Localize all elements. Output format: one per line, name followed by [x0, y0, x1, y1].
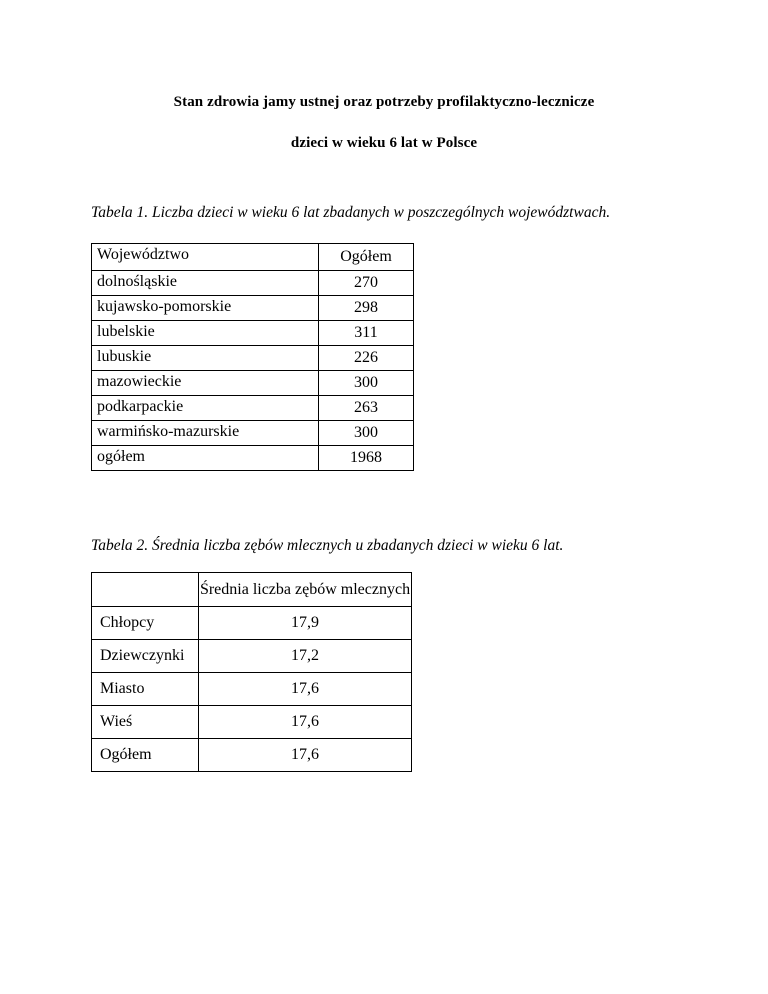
- table-row-total: [92, 739, 412, 772]
- table-cell-value: 17,6: [199, 673, 412, 706]
- table-milk-teeth: [91, 572, 412, 772]
- table1-caption: Tabela 1. Liczba dzieci w wieku 6 lat zbadanych w poszczególnych województwach.: [91, 204, 611, 221]
- table2-caption: Tabela 2. Średnia liczba zębów mlecznych u zbadanych dzieci w wieku 6 lat.: [91, 537, 564, 554]
- table-cell-label: Dziewczynki: [92, 640, 199, 673]
- table-row: [92, 346, 414, 371]
- table2-header-average: Średnia liczba zębów mlecznych: [199, 573, 412, 607]
- table-cell-value: 270: [319, 271, 414, 296]
- table-row: [92, 271, 414, 296]
- table-cell-value: 17,9: [199, 607, 412, 640]
- table-cell-value: 226: [319, 346, 414, 371]
- table-row: [92, 296, 414, 321]
- table-cell-value: 17,6: [199, 739, 412, 772]
- table-row-total: [92, 446, 414, 471]
- table1-header-ogolem: Ogółem: [319, 244, 414, 271]
- table-cell-value: 17,2: [199, 640, 412, 673]
- table-cell-value: 311: [319, 321, 414, 346]
- table-cell-label: ogółem: [92, 446, 319, 471]
- table-cell-label: Miasto: [92, 673, 199, 706]
- table-cell-value: 17,6: [199, 706, 412, 739]
- document-title-line2: dzieci w wieku 6 lat w Polsce: [290, 135, 478, 151]
- table-cell-label: dolnośląskie: [92, 271, 319, 296]
- table-cell-label: Chłopcy: [92, 607, 199, 640]
- table-row: [92, 421, 414, 446]
- table-cell-label: podkarpackie: [92, 396, 319, 421]
- table-cell-label: lubelskie: [92, 321, 319, 346]
- table2-header-empty: [92, 573, 199, 607]
- table-row: [92, 607, 412, 640]
- table-voivodeships: [91, 243, 414, 471]
- table-cell-label: Ogółem: [92, 739, 199, 772]
- table-row: [92, 673, 412, 706]
- table-row: [92, 706, 412, 739]
- table-row: [92, 371, 414, 396]
- table1-header-wojewodztwo: Województwo: [92, 244, 319, 271]
- table-cell-label: kujawsko-pomorskie: [92, 296, 319, 321]
- table-cell-label: lubuskie: [92, 346, 319, 371]
- table-header-row: [92, 244, 414, 271]
- document-title-line1: Stan zdrowia jamy ustnej oraz potrzeby profilaktyczno-lecznicze: [173, 94, 595, 110]
- table-row: [92, 321, 414, 346]
- table-cell-value: 300: [319, 371, 414, 396]
- table-cell-label: mazowieckie: [92, 371, 319, 396]
- table-row: [92, 396, 414, 421]
- table-cell-label: Wieś: [92, 706, 199, 739]
- table-cell-value: 300: [319, 421, 414, 446]
- table-header-row: [92, 573, 412, 607]
- table-cell-value: 263: [319, 396, 414, 421]
- table-row: [92, 640, 412, 673]
- table-cell-value: 1968: [319, 446, 414, 471]
- table-cell-value: 298: [319, 296, 414, 321]
- table-cell-label: warmińsko-mazurskie: [92, 421, 319, 446]
